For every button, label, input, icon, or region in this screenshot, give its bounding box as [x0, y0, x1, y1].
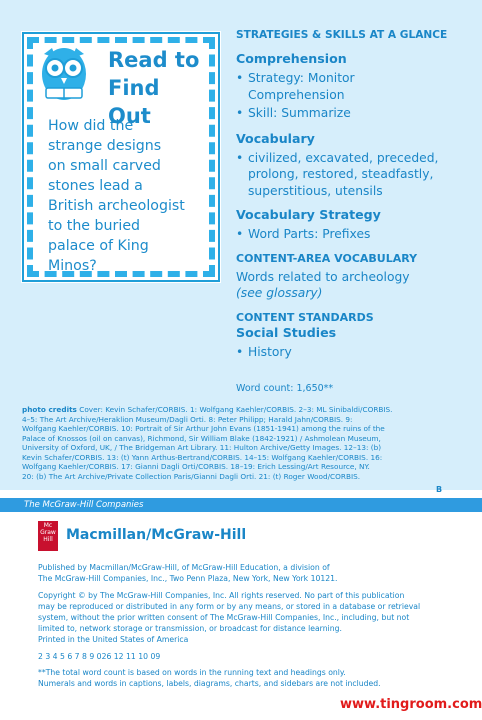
comprehension-strategy: • Strategy: Monitor Comprehension — [236, 70, 476, 103]
word-count-footnote: **The total word count is based on words in the running text and headings only. Numerals and words in captions, labels, diagrams, charts, and sidebars are not included. — [38, 668, 381, 688]
comprehension-title: Comprehension — [236, 51, 347, 66]
mcgraw-hill-logo: Mc Graw Hill — [38, 521, 58, 551]
photo-credits: photo credits Cover: Kevin Schafer/CORBIS. 1: Wolfgang Kaehler/CORBIS. 2–3: ML Sinibaldi/CORBIS. 4–5: The Art Archive/Heraklion Museum/Dagli Orti. 8: Peter Philipp; Harald Jahn/CORBIS. 9: Wolfgang Kaehler/CORBIS. 10: Portrait of Sir Arthur John Evans (1851-1941) among the ruins of the Palace of Knossos (oil on canvas), Richmond, Sir William Blake (1842-1921) / Ashmolean Museum, University of Oxford, UK, / The Bridgeman Art Library. 11: Hulton Archive/Getty Images. 12–13: (b) Kevin Schafer/CORBIS. 13: (t) Yann Arthus-Bertrand/CORBIS. 14–15: Wolfgang Kaehler/CORBIS. 16: Wolfgang Kaehler/CORBIS. 17: Gianni Dagli Orti/CORBIS. 18–19: Erich Lessing/Art Resource, NY. 20: (b) The Art Archive/Private Collection Paris/Gianni Dagli Orti. 21: (t) Roger Wood/CORBIS. — [22, 405, 393, 481]
printed-in: Printed in the United States of America — [38, 635, 189, 644]
card-question: How did the strange designs on small carved stones lead a British archeologist to the buried palace of King Minos? — [48, 118, 185, 274]
b-mark: B — [436, 485, 443, 494]
credits-label: photo credits — [22, 405, 77, 414]
content-vocab-line1: Words related to archeology — [236, 269, 410, 284]
glance-heading: STRATEGIES & SKILLS AT A GLANCE — [236, 29, 448, 41]
comprehension-skill: • Skill: Summarize — [236, 105, 476, 122]
skills-at-a-glance — [236, 28, 476, 404]
standards-item: • History — [236, 344, 476, 361]
print-numbers: 2 3 4 5 6 7 8 9 026 12 11 10 09 — [38, 652, 161, 661]
vocab-strategy-item: • Word Parts: Prefixes — [236, 226, 476, 243]
band-text: The McGraw-Hill Companies — [24, 500, 144, 510]
word-count: Word count: 1,650** — [236, 382, 334, 394]
standards-title: CONTENT STANDARDS — [236, 310, 374, 324]
standards-subject: Social Studies — [236, 324, 337, 340]
publisher-band — [0, 498, 482, 512]
card-title: Read to Find Out — [108, 48, 200, 128]
content-vocab-line2: (see glossary) — [236, 285, 323, 300]
content-vocab-title: CONTENT-AREA VOCABULARY — [236, 251, 418, 265]
vocabulary-title: Vocabulary — [236, 130, 315, 146]
vocabulary-words: • civilized, excavated, preceded, prolong, restored, steadfastly, superstitious, utensils — [236, 150, 476, 200]
brand-name: Macmillan/McGraw-Hill — [66, 527, 247, 543]
owl-icon — [36, 44, 92, 104]
watermark: www.tingroom.com — [340, 697, 482, 712]
published-by: Published by Macmillan/McGraw-Hill, of McGraw-Hill Education, a division of The McGraw-Hill Companies, Inc., Two Penn Plaza, New York, New York 10121. — [38, 563, 338, 583]
copyright-notice: Copyright © by The McGraw-Hill Companies, Inc. All rights reserved. No part of this publication may be reproduced or distributed in any form or by any means, or stored in a database or retrieval system, without the prior written consent of The McGraw-Hill Companies, Inc., including, but not limited to, network storage or transmission, or broadcast for distance learning. — [38, 591, 421, 633]
read-to-find-out-card — [22, 32, 220, 282]
vocab-strategy-title: Vocabulary Strategy — [236, 207, 381, 222]
